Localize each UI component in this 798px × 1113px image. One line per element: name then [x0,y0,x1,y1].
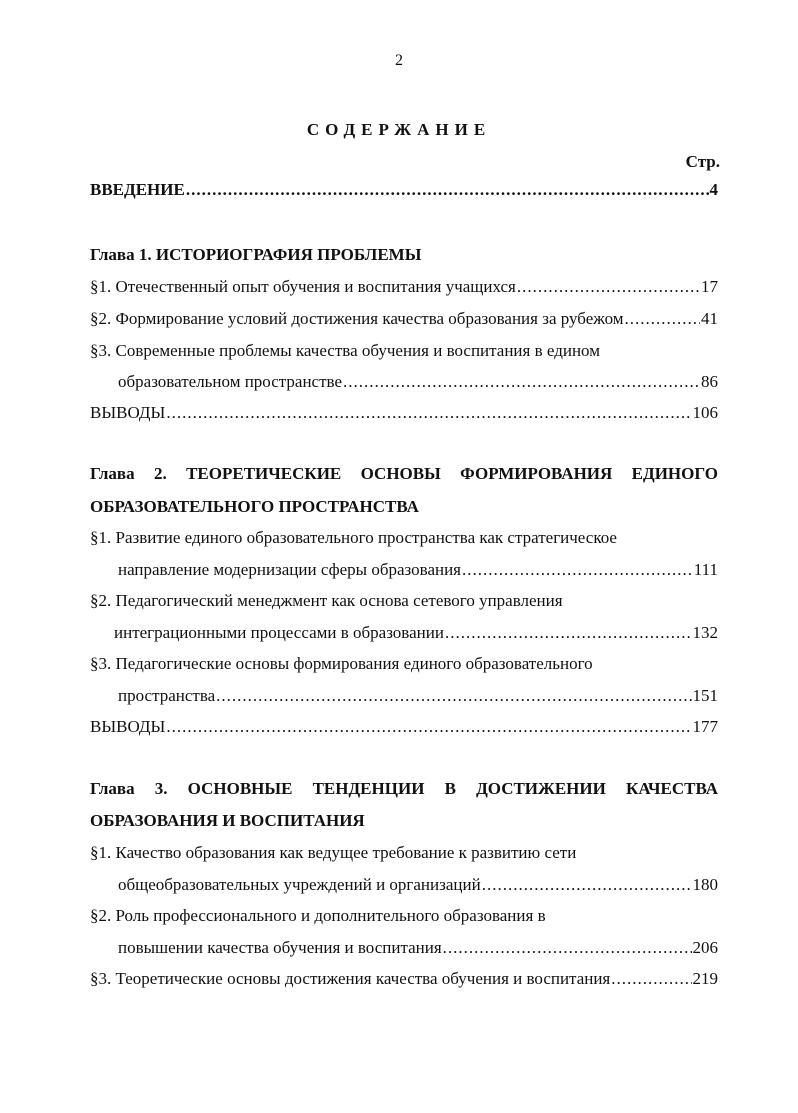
toc-entry-page: 177 [692,717,718,736]
leader-dots [482,875,692,895]
toc-entry-page: 151 [692,686,718,705]
toc-entry-intro[interactable] [90,180,718,200]
toc-entry-ch3-s2-line1[interactable] [90,906,718,926]
toc-entry-label: §3. Современные проблемы качества обучения и воспитания в едином [90,341,600,360]
toc-entry-ch2-s2-line1[interactable] [90,591,718,611]
leader-dots [216,686,691,706]
toc-entry-page: 206 [692,938,718,957]
toc-entry-ch1-s3-line2[interactable] [118,372,718,392]
toc-entry-ch2-s1-line1[interactable] [90,528,718,548]
toc-entry-ch1-s2[interactable] [90,309,718,329]
leader-dots [517,277,700,297]
toc-entry-label: §2. Педагогический менеджмент как основа сетевого управления [90,591,563,610]
toc-entry-label: ВВЕДЕНИЕ [90,180,185,199]
toc-entry-label: образовательном пространстве [118,372,343,391]
toc-title: СОДЕРЖАНИЕ [306,120,492,139]
toc-entry-label: §3. Педагогические основы формирования единого образовательного [90,654,593,673]
toc-entry-label: ВЫВОДЫ [90,717,166,736]
leader-dots [443,938,692,958]
toc-entry-ch2-s3-line2[interactable] [118,686,718,706]
toc-entry-page: 180 [692,875,718,894]
toc-entry-ch2-conclusions[interactable] [90,717,718,737]
leader-dots [611,969,691,989]
toc-entry-page: 219 [692,969,718,988]
toc-entry-ch2-s3-line1[interactable] [90,654,718,674]
chapter-3-title-line2[interactable]: ОБРАЗОВАНИЯ И ВОСПИТАНИЯ [90,811,365,830]
page-column-label: Стр. [685,152,720,171]
toc-entry-label: §2. Формирование условий достижения качества образования за рубежом [90,309,624,328]
leader-dots [625,309,700,329]
toc-entry-page: 111 [693,560,718,579]
toc-entry-ch1-s3-line1[interactable] [90,341,718,361]
toc-entry-ch3-s2-line2[interactable] [118,938,718,958]
chapter-2-title-line2[interactable]: ОБРАЗОВАТЕЛЬНОГО ПРОСТРАНСТВА [90,497,419,516]
leader-dots [445,623,692,643]
toc-entry-label: §2. Роль профессионального и дополнительного образования в [90,906,546,925]
toc-entry-ch1-s1[interactable] [90,277,718,297]
toc-entry-label: повышении качества обучения и воспитания [118,938,442,957]
leader-dots [166,717,691,737]
toc-entry-ch1-conclusions[interactable] [90,403,718,423]
toc-entry-label: §3. Теоретические основы достижения качества обучения и воспитания [90,969,611,988]
toc-entry-page: 86 [701,372,718,391]
toc-entry-label: общеобразовательных учреждений и организаций [118,875,481,894]
toc-entry-page: 17 [701,277,718,296]
toc-entry-label: направление модернизации сферы образования [118,560,462,579]
chapter-2-title-line1[interactable]: Глава 2. ТЕОРЕТИЧЕСКИЕ ОСНОВЫ ФОРМИРОВАНИЯ ЕДИНОГО [90,464,718,483]
toc-entry-page: 41 [701,309,718,328]
toc-entry-label: интеграционными процессами в образовании [114,623,444,642]
toc-entry-label: пространства [118,686,216,705]
toc-entry-ch2-s1-line2[interactable] [118,560,718,580]
toc-entry-label: §1. Отечественный опыт обучения и воспитания учащихся [90,277,516,296]
toc-entry-label: §1. Качество образования как ведущее требование к развитию сети [90,843,577,862]
leader-dots [166,403,691,423]
toc-entry-ch3-s1-line1[interactable] [90,843,718,863]
chapter-3-title-line1[interactable]: Глава 3. ОСНОВНЫЕ ТЕНДЕНЦИИ В ДОСТИЖЕНИИ КАЧЕСТВА [90,779,718,798]
leader-dots [462,560,693,580]
toc-entry-page: 106 [692,403,718,422]
toc-entry-label: ВЫВОДЫ [90,403,166,422]
chapter-1-title[interactable]: Глава 1. ИСТОРИОГРАФИЯ ПРОБЛЕМЫ [90,245,422,264]
leader-dots [186,180,709,200]
toc-entry-ch3-s3[interactable] [90,969,718,989]
page-number: 2 [395,52,403,69]
toc-entry-ch3-s1-line2[interactable] [118,875,718,895]
leader-dots [343,372,700,392]
toc-entry-ch2-s2-line2[interactable] [114,623,718,643]
toc-entry-page: 132 [692,623,718,642]
toc-entry-label: §1. Развитие единого образовательного пространства как стратегическое [90,528,617,547]
toc-entry-page: 4 [709,180,718,199]
